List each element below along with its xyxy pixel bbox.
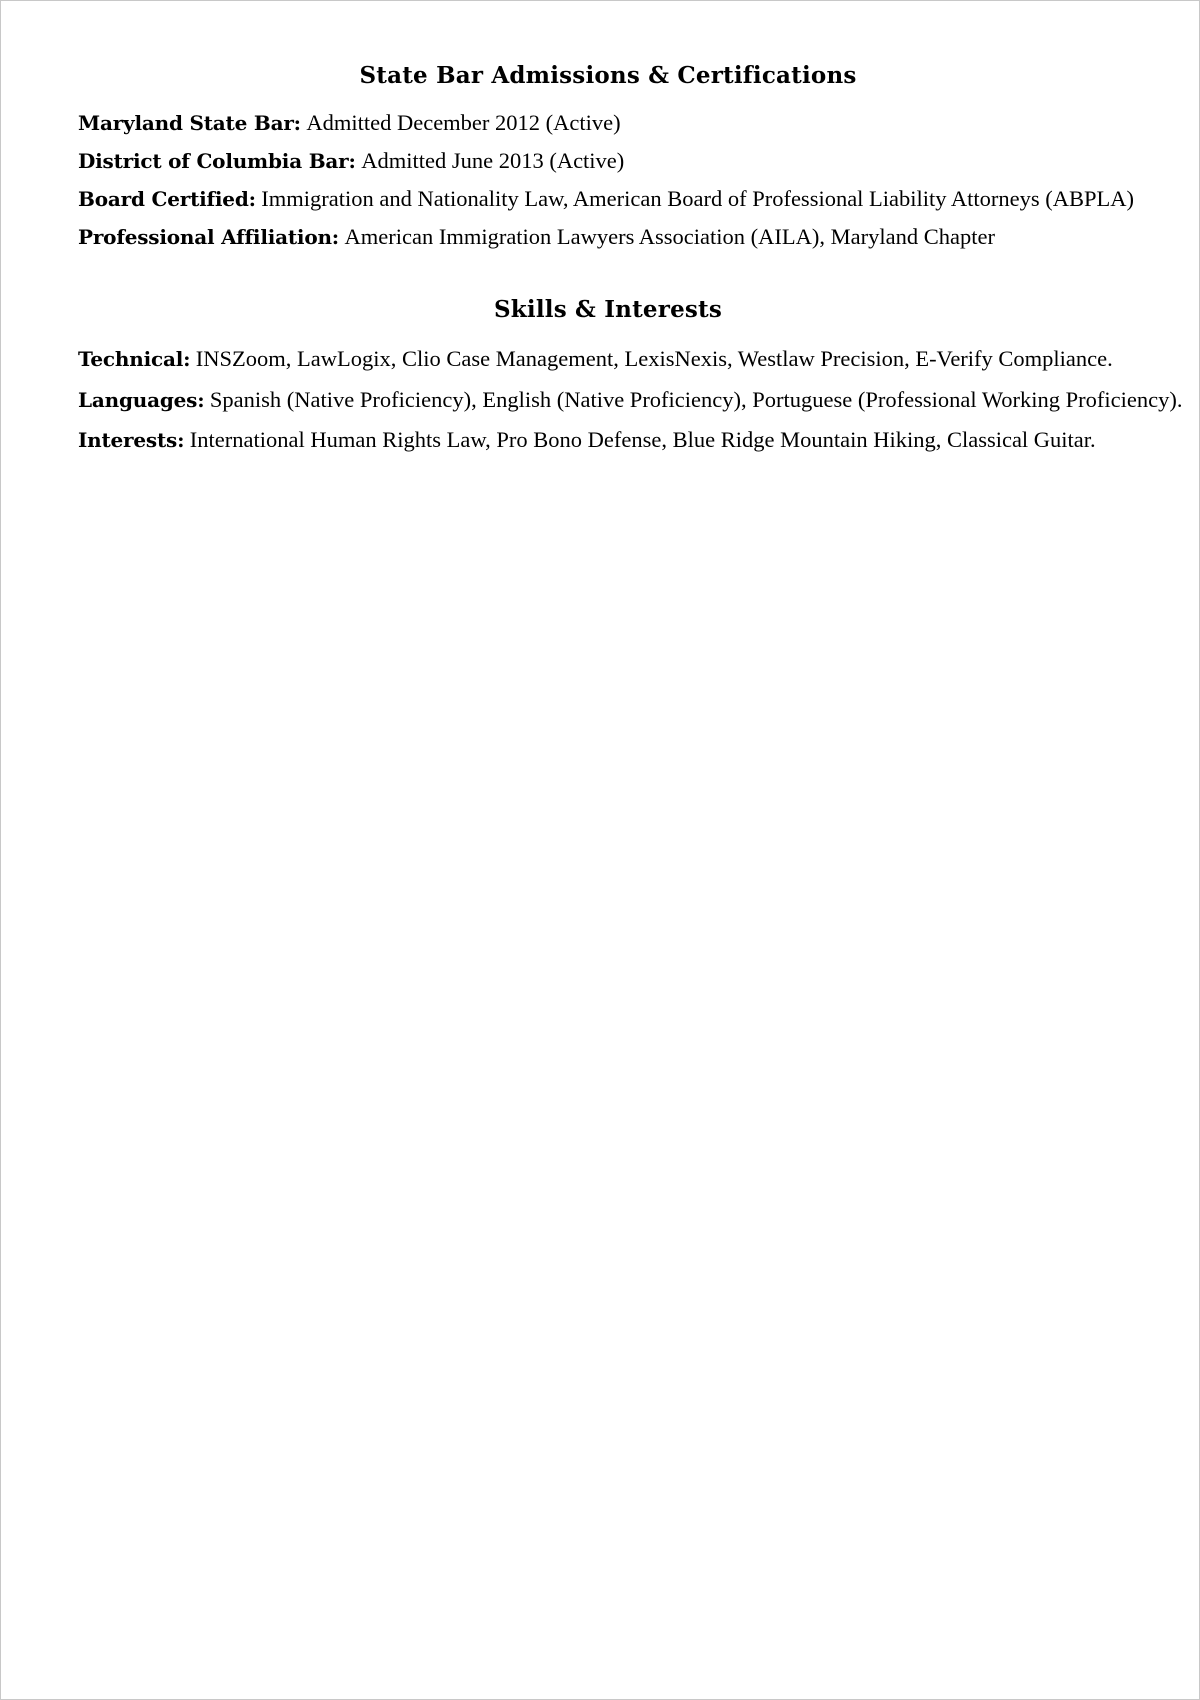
skills-interests-section bbox=[78, 293, 1183, 461]
entry-interests bbox=[78, 420, 1138, 461]
entry-dc-bar bbox=[78, 142, 1138, 180]
entry-value: Spanish (Native Proficiency), English (Native Proficiency), Portuguese (Professional Working Proficiency). bbox=[209, 386, 1183, 412]
entry-maryland-state-bar bbox=[78, 104, 1138, 142]
entry-value: Admitted June 2013 (Active) bbox=[361, 148, 625, 173]
page-content bbox=[78, 59, 1183, 461]
entry-label: Interests: bbox=[78, 428, 185, 452]
entry-label: Maryland State Bar: bbox=[78, 111, 301, 135]
entry-value: American Immigration Lawyers Association (AILA), Maryland Chapter bbox=[344, 224, 995, 249]
entry-label: District of Columbia Bar: bbox=[78, 149, 356, 173]
section-title: Skills & Interests bbox=[493, 296, 723, 323]
entry-value: International Human Rights Law, Pro Bono Defense, Blue Ridge Mountain Hiking, Classical Guitar. bbox=[189, 427, 1096, 452]
entry-professional-affiliation bbox=[78, 218, 1138, 256]
entry-label: Languages: bbox=[78, 387, 205, 412]
entry-label: Professional Affiliation: bbox=[78, 225, 339, 249]
entry-languages bbox=[78, 380, 1183, 421]
entry-label: Technical: bbox=[78, 347, 191, 371]
bar-admissions-list bbox=[78, 104, 1138, 256]
entry-technical bbox=[78, 339, 1138, 380]
entry-label: Board Certified: bbox=[78, 187, 256, 211]
entry-board-certified bbox=[78, 180, 1138, 218]
entry-value: Immigration and Nationality Law, American Board of Professional Liability Attorneys (ABPLA) bbox=[261, 186, 1135, 211]
section-title: State Bar Admissions & Certifications bbox=[359, 62, 857, 89]
entry-value: INSZoom, LawLogix, Clio Case Management, LexisNexis, Westlaw Precision, E-Verify Compliance. bbox=[195, 346, 1113, 371]
bar-admissions-section bbox=[78, 59, 1138, 256]
skills-list bbox=[78, 339, 1183, 461]
entry-value: Admitted December 2012 (Active) bbox=[306, 110, 621, 135]
